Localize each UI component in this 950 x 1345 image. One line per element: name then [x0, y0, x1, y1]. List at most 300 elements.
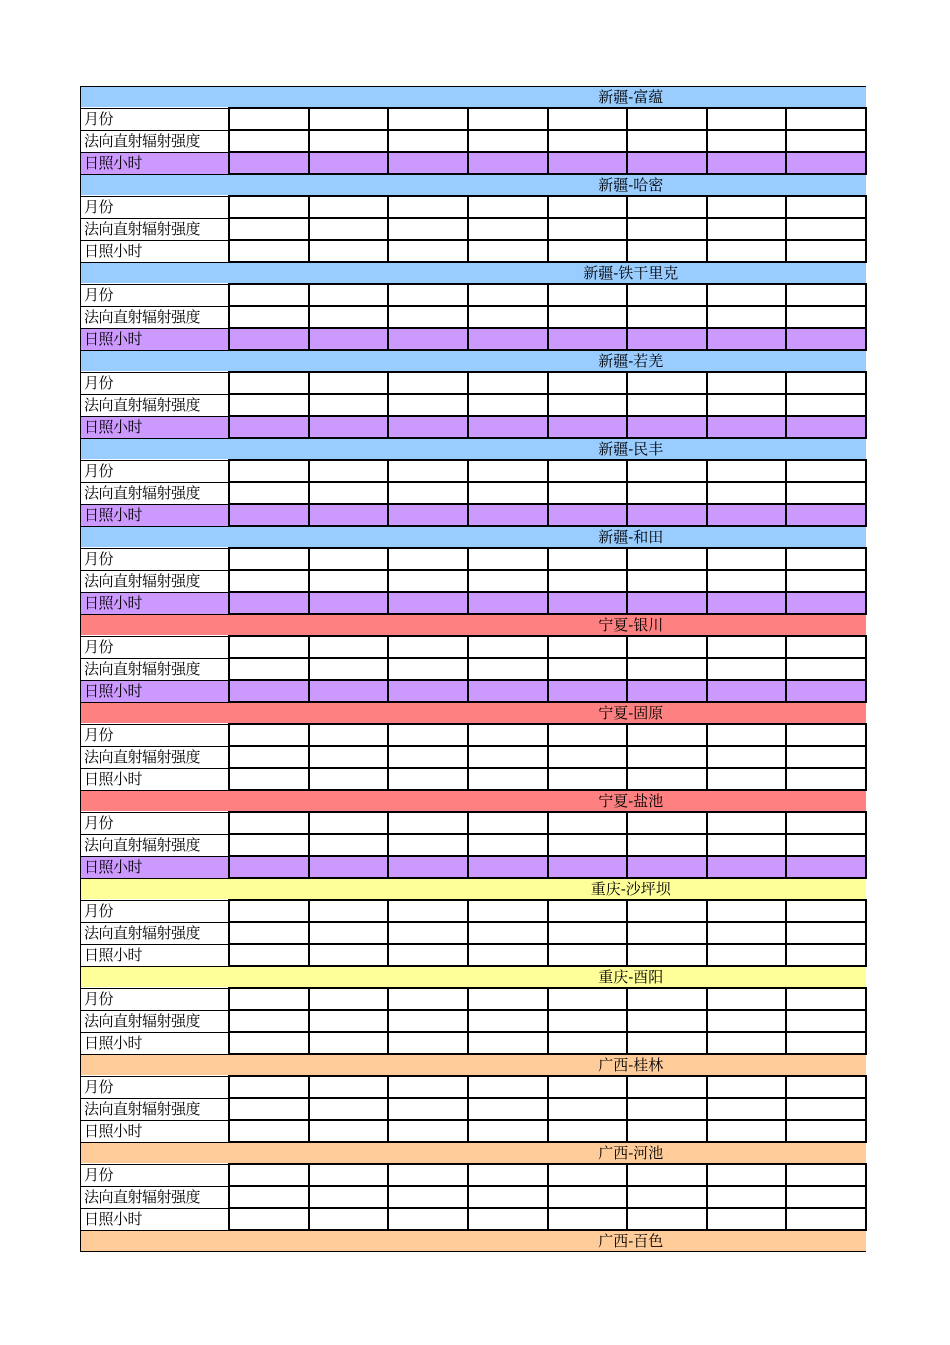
- sunshine-cell[interactable]: [309, 240, 388, 262]
- sunshine-cell[interactable]: [707, 856, 786, 878]
- month-cell[interactable]: [627, 1076, 707, 1098]
- sunshine-cell[interactable]: [468, 680, 548, 702]
- month-cell[interactable]: [786, 636, 866, 658]
- sunshine-cell[interactable]: [707, 1032, 786, 1054]
- radiation-cell[interactable]: [627, 746, 707, 768]
- month-cell[interactable]: [468, 108, 548, 130]
- radiation-cell[interactable]: [468, 1186, 548, 1208]
- sunshine-cell[interactable]: [229, 680, 309, 702]
- radiation-cell[interactable]: [229, 1098, 309, 1120]
- month-cell[interactable]: [786, 1164, 866, 1186]
- radiation-cell[interactable]: [627, 130, 707, 152]
- sunshine-cell[interactable]: [548, 1032, 627, 1054]
- radiation-cell[interactable]: [627, 1186, 707, 1208]
- radiation-cell[interactable]: [388, 1186, 468, 1208]
- radiation-cell[interactable]: [548, 746, 627, 768]
- sunshine-cell[interactable]: [627, 328, 707, 350]
- sunshine-cell[interactable]: [388, 416, 468, 438]
- month-cell[interactable]: [627, 284, 707, 306]
- month-cell[interactable]: [309, 1076, 388, 1098]
- month-cell[interactable]: [388, 900, 468, 922]
- month-cell[interactable]: [707, 196, 786, 218]
- radiation-cell[interactable]: [388, 570, 468, 592]
- sunshine-cell[interactable]: [707, 768, 786, 790]
- month-cell[interactable]: [388, 812, 468, 834]
- radiation-cell[interactable]: [229, 1186, 309, 1208]
- radiation-cell[interactable]: [229, 394, 309, 416]
- sunshine-cell[interactable]: [548, 504, 627, 526]
- sunshine-cell[interactable]: [786, 1120, 866, 1142]
- sunshine-cell[interactable]: [309, 856, 388, 878]
- month-cell[interactable]: [786, 284, 866, 306]
- radiation-cell[interactable]: [548, 306, 627, 328]
- month-cell[interactable]: [388, 988, 468, 1010]
- radiation-cell[interactable]: [786, 1186, 866, 1208]
- radiation-cell[interactable]: [309, 482, 388, 504]
- month-cell[interactable]: [229, 548, 309, 570]
- sunshine-cell[interactable]: [627, 592, 707, 614]
- sunshine-cell[interactable]: [468, 1208, 548, 1230]
- month-cell[interactable]: [548, 372, 627, 394]
- month-cell[interactable]: [707, 460, 786, 482]
- month-cell[interactable]: [707, 108, 786, 130]
- sunshine-cell[interactable]: [468, 856, 548, 878]
- sunshine-cell[interactable]: [468, 768, 548, 790]
- sunshine-cell[interactable]: [229, 504, 309, 526]
- sunshine-cell[interactable]: [707, 592, 786, 614]
- month-cell[interactable]: [229, 812, 309, 834]
- sunshine-cell[interactable]: [786, 592, 866, 614]
- sunshine-cell[interactable]: [627, 944, 707, 966]
- month-cell[interactable]: [309, 724, 388, 746]
- month-cell[interactable]: [468, 724, 548, 746]
- radiation-cell[interactable]: [468, 130, 548, 152]
- radiation-cell[interactable]: [786, 1098, 866, 1120]
- radiation-cell[interactable]: [468, 1098, 548, 1120]
- radiation-cell[interactable]: [468, 218, 548, 240]
- sunshine-cell[interactable]: [229, 1208, 309, 1230]
- sunshine-cell[interactable]: [229, 328, 309, 350]
- month-cell[interactable]: [627, 196, 707, 218]
- sunshine-cell[interactable]: [229, 944, 309, 966]
- radiation-cell[interactable]: [548, 1098, 627, 1120]
- month-cell[interactable]: [786, 460, 866, 482]
- radiation-cell[interactable]: [309, 218, 388, 240]
- radiation-cell[interactable]: [309, 834, 388, 856]
- radiation-cell[interactable]: [229, 834, 309, 856]
- radiation-cell[interactable]: [786, 1010, 866, 1032]
- radiation-cell[interactable]: [627, 922, 707, 944]
- radiation-cell[interactable]: [786, 130, 866, 152]
- month-cell[interactable]: [229, 1164, 309, 1186]
- sunshine-cell[interactable]: [707, 240, 786, 262]
- radiation-cell[interactable]: [707, 1010, 786, 1032]
- radiation-cell[interactable]: [786, 218, 866, 240]
- month-cell[interactable]: [707, 900, 786, 922]
- sunshine-cell[interactable]: [548, 768, 627, 790]
- radiation-cell[interactable]: [388, 306, 468, 328]
- radiation-cell[interactable]: [707, 922, 786, 944]
- month-cell[interactable]: [468, 1164, 548, 1186]
- month-cell[interactable]: [468, 1076, 548, 1098]
- month-cell[interactable]: [309, 284, 388, 306]
- radiation-cell[interactable]: [707, 570, 786, 592]
- sunshine-cell[interactable]: [786, 328, 866, 350]
- radiation-cell[interactable]: [229, 1010, 309, 1032]
- radiation-cell[interactable]: [548, 482, 627, 504]
- sunshine-cell[interactable]: [388, 328, 468, 350]
- radiation-cell[interactable]: [627, 218, 707, 240]
- radiation-cell[interactable]: [707, 658, 786, 680]
- month-cell[interactable]: [627, 812, 707, 834]
- sunshine-cell[interactable]: [707, 504, 786, 526]
- radiation-cell[interactable]: [388, 1098, 468, 1120]
- radiation-cell[interactable]: [786, 746, 866, 768]
- month-cell[interactable]: [309, 900, 388, 922]
- month-cell[interactable]: [786, 1076, 866, 1098]
- radiation-cell[interactable]: [548, 922, 627, 944]
- sunshine-cell[interactable]: [548, 152, 627, 174]
- sunshine-cell[interactable]: [627, 1120, 707, 1142]
- radiation-cell[interactable]: [388, 922, 468, 944]
- sunshine-cell[interactable]: [388, 592, 468, 614]
- radiation-cell[interactable]: [309, 746, 388, 768]
- month-cell[interactable]: [229, 196, 309, 218]
- month-cell[interactable]: [548, 196, 627, 218]
- month-cell[interactable]: [786, 196, 866, 218]
- month-cell[interactable]: [468, 812, 548, 834]
- sunshine-cell[interactable]: [388, 1032, 468, 1054]
- radiation-cell[interactable]: [548, 1186, 627, 1208]
- sunshine-cell[interactable]: [786, 856, 866, 878]
- radiation-cell[interactable]: [707, 394, 786, 416]
- month-cell[interactable]: [627, 1164, 707, 1186]
- sunshine-cell[interactable]: [388, 680, 468, 702]
- radiation-cell[interactable]: [786, 922, 866, 944]
- month-cell[interactable]: [309, 372, 388, 394]
- month-cell[interactable]: [627, 108, 707, 130]
- sunshine-cell[interactable]: [627, 1208, 707, 1230]
- sunshine-cell[interactable]: [388, 504, 468, 526]
- radiation-cell[interactable]: [388, 218, 468, 240]
- month-cell[interactable]: [627, 900, 707, 922]
- sunshine-cell[interactable]: [309, 680, 388, 702]
- radiation-cell[interactable]: [468, 834, 548, 856]
- month-cell[interactable]: [468, 548, 548, 570]
- month-cell[interactable]: [786, 108, 866, 130]
- radiation-cell[interactable]: [309, 658, 388, 680]
- sunshine-cell[interactable]: [548, 592, 627, 614]
- radiation-cell[interactable]: [707, 306, 786, 328]
- radiation-cell[interactable]: [229, 922, 309, 944]
- radiation-cell[interactable]: [548, 658, 627, 680]
- sunshine-cell[interactable]: [309, 944, 388, 966]
- sunshine-cell[interactable]: [388, 856, 468, 878]
- sunshine-cell[interactable]: [309, 152, 388, 174]
- sunshine-cell[interactable]: [786, 1208, 866, 1230]
- sunshine-cell[interactable]: [548, 240, 627, 262]
- sunshine-cell[interactable]: [548, 856, 627, 878]
- month-cell[interactable]: [468, 900, 548, 922]
- radiation-cell[interactable]: [468, 1010, 548, 1032]
- month-cell[interactable]: [707, 284, 786, 306]
- radiation-cell[interactable]: [229, 482, 309, 504]
- radiation-cell[interactable]: [388, 482, 468, 504]
- sunshine-cell[interactable]: [388, 152, 468, 174]
- month-cell[interactable]: [468, 372, 548, 394]
- radiation-cell[interactable]: [309, 130, 388, 152]
- radiation-cell[interactable]: [468, 482, 548, 504]
- radiation-cell[interactable]: [229, 658, 309, 680]
- month-cell[interactable]: [627, 988, 707, 1010]
- radiation-cell[interactable]: [229, 218, 309, 240]
- sunshine-cell[interactable]: [707, 416, 786, 438]
- radiation-cell[interactable]: [468, 746, 548, 768]
- month-cell[interactable]: [786, 548, 866, 570]
- month-cell[interactable]: [548, 108, 627, 130]
- month-cell[interactable]: [707, 636, 786, 658]
- month-cell[interactable]: [229, 988, 309, 1010]
- sunshine-cell[interactable]: [548, 680, 627, 702]
- sunshine-cell[interactable]: [786, 680, 866, 702]
- sunshine-cell[interactable]: [309, 1120, 388, 1142]
- sunshine-cell[interactable]: [468, 328, 548, 350]
- sunshine-cell[interactable]: [786, 504, 866, 526]
- sunshine-cell[interactable]: [548, 416, 627, 438]
- month-cell[interactable]: [707, 548, 786, 570]
- sunshine-cell[interactable]: [468, 416, 548, 438]
- sunshine-cell[interactable]: [548, 944, 627, 966]
- radiation-cell[interactable]: [548, 130, 627, 152]
- sunshine-cell[interactable]: [707, 1208, 786, 1230]
- sunshine-cell[interactable]: [468, 504, 548, 526]
- radiation-cell[interactable]: [627, 306, 707, 328]
- sunshine-cell[interactable]: [229, 1120, 309, 1142]
- radiation-cell[interactable]: [309, 1010, 388, 1032]
- month-cell[interactable]: [309, 460, 388, 482]
- sunshine-cell[interactable]: [388, 944, 468, 966]
- sunshine-cell[interactable]: [388, 1208, 468, 1230]
- sunshine-cell[interactable]: [229, 416, 309, 438]
- month-cell[interactable]: [548, 548, 627, 570]
- month-cell[interactable]: [229, 372, 309, 394]
- month-cell[interactable]: [309, 108, 388, 130]
- radiation-cell[interactable]: [468, 306, 548, 328]
- radiation-cell[interactable]: [309, 1098, 388, 1120]
- sunshine-cell[interactable]: [309, 504, 388, 526]
- sunshine-cell[interactable]: [548, 328, 627, 350]
- sunshine-cell[interactable]: [388, 1120, 468, 1142]
- sunshine-cell[interactable]: [468, 1032, 548, 1054]
- sunshine-cell[interactable]: [229, 240, 309, 262]
- radiation-cell[interactable]: [229, 306, 309, 328]
- month-cell[interactable]: [309, 988, 388, 1010]
- month-cell[interactable]: [548, 284, 627, 306]
- sunshine-cell[interactable]: [229, 856, 309, 878]
- month-cell[interactable]: [548, 1076, 627, 1098]
- radiation-cell[interactable]: [388, 130, 468, 152]
- radiation-cell[interactable]: [229, 130, 309, 152]
- month-cell[interactable]: [229, 1076, 309, 1098]
- month-cell[interactable]: [548, 812, 627, 834]
- radiation-cell[interactable]: [388, 746, 468, 768]
- sunshine-cell[interactable]: [786, 240, 866, 262]
- radiation-cell[interactable]: [468, 922, 548, 944]
- sunshine-cell[interactable]: [309, 416, 388, 438]
- month-cell[interactable]: [309, 548, 388, 570]
- radiation-cell[interactable]: [388, 394, 468, 416]
- sunshine-cell[interactable]: [468, 1120, 548, 1142]
- radiation-cell[interactable]: [786, 394, 866, 416]
- month-cell[interactable]: [388, 372, 468, 394]
- month-cell[interactable]: [707, 372, 786, 394]
- radiation-cell[interactable]: [707, 834, 786, 856]
- radiation-cell[interactable]: [627, 834, 707, 856]
- radiation-cell[interactable]: [707, 130, 786, 152]
- radiation-cell[interactable]: [707, 482, 786, 504]
- month-cell[interactable]: [468, 284, 548, 306]
- sunshine-cell[interactable]: [627, 768, 707, 790]
- month-cell[interactable]: [468, 196, 548, 218]
- sunshine-cell[interactable]: [627, 856, 707, 878]
- radiation-cell[interactable]: [627, 658, 707, 680]
- month-cell[interactable]: [309, 812, 388, 834]
- radiation-cell[interactable]: [229, 570, 309, 592]
- radiation-cell[interactable]: [468, 658, 548, 680]
- sunshine-cell[interactable]: [627, 504, 707, 526]
- radiation-cell[interactable]: [786, 658, 866, 680]
- month-cell[interactable]: [309, 636, 388, 658]
- radiation-cell[interactable]: [786, 570, 866, 592]
- month-cell[interactable]: [786, 372, 866, 394]
- month-cell[interactable]: [388, 284, 468, 306]
- month-cell[interactable]: [548, 724, 627, 746]
- month-cell[interactable]: [229, 460, 309, 482]
- sunshine-cell[interactable]: [627, 680, 707, 702]
- sunshine-cell[interactable]: [309, 592, 388, 614]
- sunshine-cell[interactable]: [786, 152, 866, 174]
- sunshine-cell[interactable]: [627, 152, 707, 174]
- month-cell[interactable]: [786, 900, 866, 922]
- month-cell[interactable]: [388, 724, 468, 746]
- sunshine-cell[interactable]: [786, 944, 866, 966]
- sunshine-cell[interactable]: [707, 1120, 786, 1142]
- sunshine-cell[interactable]: [548, 1208, 627, 1230]
- sunshine-cell[interactable]: [707, 328, 786, 350]
- sunshine-cell[interactable]: [309, 1208, 388, 1230]
- sunshine-cell[interactable]: [468, 152, 548, 174]
- sunshine-cell[interactable]: [309, 1032, 388, 1054]
- radiation-cell[interactable]: [627, 1010, 707, 1032]
- month-cell[interactable]: [707, 988, 786, 1010]
- radiation-cell[interactable]: [309, 570, 388, 592]
- month-cell[interactable]: [388, 636, 468, 658]
- sunshine-cell[interactable]: [707, 944, 786, 966]
- month-cell[interactable]: [786, 724, 866, 746]
- month-cell[interactable]: [707, 812, 786, 834]
- sunshine-cell[interactable]: [468, 240, 548, 262]
- month-cell[interactable]: [707, 724, 786, 746]
- radiation-cell[interactable]: [309, 394, 388, 416]
- radiation-cell[interactable]: [786, 482, 866, 504]
- sunshine-cell[interactable]: [627, 416, 707, 438]
- sunshine-cell[interactable]: [627, 240, 707, 262]
- sunshine-cell[interactable]: [388, 768, 468, 790]
- radiation-cell[interactable]: [627, 394, 707, 416]
- sunshine-cell[interactable]: [309, 768, 388, 790]
- radiation-cell[interactable]: [627, 482, 707, 504]
- month-cell[interactable]: [707, 1076, 786, 1098]
- radiation-cell[interactable]: [309, 1186, 388, 1208]
- radiation-cell[interactable]: [388, 658, 468, 680]
- month-cell[interactable]: [548, 636, 627, 658]
- sunshine-cell[interactable]: [786, 768, 866, 790]
- sunshine-cell[interactable]: [468, 944, 548, 966]
- sunshine-cell[interactable]: [388, 240, 468, 262]
- sunshine-cell[interactable]: [707, 680, 786, 702]
- radiation-cell[interactable]: [468, 570, 548, 592]
- month-cell[interactable]: [388, 108, 468, 130]
- month-cell[interactable]: [229, 636, 309, 658]
- month-cell[interactable]: [468, 988, 548, 1010]
- radiation-cell[interactable]: [309, 306, 388, 328]
- radiation-cell[interactable]: [786, 306, 866, 328]
- radiation-cell[interactable]: [627, 570, 707, 592]
- sunshine-cell[interactable]: [786, 1032, 866, 1054]
- month-cell[interactable]: [548, 988, 627, 1010]
- month-cell[interactable]: [229, 284, 309, 306]
- radiation-cell[interactable]: [309, 922, 388, 944]
- radiation-cell[interactable]: [548, 1010, 627, 1032]
- sunshine-cell[interactable]: [786, 416, 866, 438]
- sunshine-cell[interactable]: [548, 1120, 627, 1142]
- radiation-cell[interactable]: [548, 570, 627, 592]
- month-cell[interactable]: [786, 812, 866, 834]
- month-cell[interactable]: [468, 636, 548, 658]
- sunshine-cell[interactable]: [468, 592, 548, 614]
- radiation-cell[interactable]: [627, 1098, 707, 1120]
- radiation-cell[interactable]: [786, 834, 866, 856]
- month-cell[interactable]: [627, 548, 707, 570]
- month-cell[interactable]: [627, 724, 707, 746]
- sunshine-cell[interactable]: [707, 152, 786, 174]
- radiation-cell[interactable]: [707, 1186, 786, 1208]
- month-cell[interactable]: [627, 460, 707, 482]
- radiation-cell[interactable]: [388, 834, 468, 856]
- sunshine-cell[interactable]: [229, 768, 309, 790]
- sunshine-cell[interactable]: [627, 1032, 707, 1054]
- month-cell[interactable]: [388, 548, 468, 570]
- month-cell[interactable]: [309, 196, 388, 218]
- month-cell[interactable]: [468, 460, 548, 482]
- month-cell[interactable]: [229, 108, 309, 130]
- month-cell[interactable]: [229, 900, 309, 922]
- sunshine-cell[interactable]: [229, 592, 309, 614]
- radiation-cell[interactable]: [707, 1098, 786, 1120]
- sunshine-cell[interactable]: [229, 152, 309, 174]
- month-cell[interactable]: [548, 900, 627, 922]
- radiation-cell[interactable]: [707, 746, 786, 768]
- month-cell[interactable]: [548, 1164, 627, 1186]
- month-cell[interactable]: [388, 1164, 468, 1186]
- month-cell[interactable]: [707, 1164, 786, 1186]
- sunshine-cell[interactable]: [309, 328, 388, 350]
- month-cell[interactable]: [388, 1076, 468, 1098]
- radiation-cell[interactable]: [548, 218, 627, 240]
- radiation-cell[interactable]: [707, 218, 786, 240]
- month-cell[interactable]: [388, 196, 468, 218]
- month-cell[interactable]: [548, 460, 627, 482]
